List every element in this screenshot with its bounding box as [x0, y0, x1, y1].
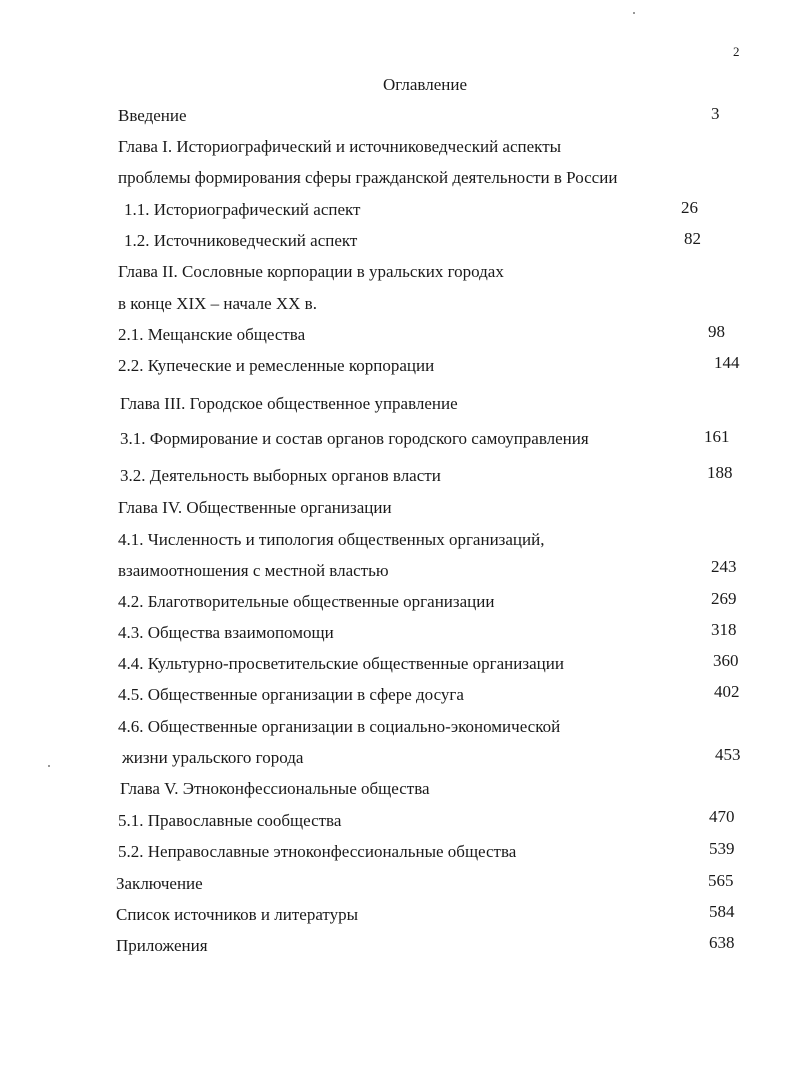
- toc-entry-text: 2.2. Купеческие и ремесленные корпорации: [118, 356, 435, 375]
- toc-entry-page: 243: [711, 557, 737, 576]
- toc-entry-text: 4.5. Общественные организации в сфере досуга: [118, 685, 464, 704]
- scan-speck: [633, 12, 635, 14]
- toc-entry-text: 4.6. Общественные организации в социально-экономической: [118, 717, 561, 736]
- toc-entry-page: 188: [707, 463, 733, 482]
- toc-entry-text: проблемы формирования сферы гражданской деятельности в России: [118, 168, 618, 187]
- toc-entry-page: 3: [711, 104, 720, 123]
- toc-entry-text: Глава IV. Общественные организации: [118, 498, 392, 517]
- toc-entry-text: 5.1. Православные сообщества: [118, 811, 342, 830]
- toc-entry-text: Глава I. Историографический и источниковедческий аспекты: [118, 137, 562, 156]
- toc-entry-text: Список источников и литературы: [116, 905, 359, 924]
- toc-entry-page: 318: [711, 620, 737, 639]
- toc-entry-text: 1.2. Источниковедческий аспект: [124, 231, 358, 250]
- toc-entry-page: 402: [714, 682, 740, 701]
- toc-entry-text: 5.2. Неправославные этноконфессиональные общества: [118, 842, 517, 861]
- page-number: 2: [733, 44, 740, 59]
- toc-entry-page: 470: [709, 807, 735, 826]
- toc-entry-page: 26: [681, 198, 698, 217]
- toc-entry-page: 269: [711, 589, 737, 608]
- scan-speck: [48, 765, 50, 767]
- toc-entry-page: 539: [709, 839, 735, 858]
- toc-entry-text: 3.2. Деятельность выборных органов власти: [120, 466, 441, 485]
- toc-entry-page: 584: [709, 902, 735, 921]
- toc-entry-page: 144: [714, 353, 740, 372]
- toc-entry-page: 82: [684, 229, 701, 248]
- toc-entry-text: 4.4. Культурно-просветительские общественные организации: [118, 654, 564, 673]
- toc-entry-text: 2.1. Мещанские общества: [118, 325, 306, 344]
- toc-entry-page: 360: [713, 651, 739, 670]
- toc-entry-page: 161: [704, 427, 730, 446]
- toc-entry-text: в конце XIX – начале XX в.: [118, 294, 317, 313]
- toc-entry-text: взаимоотношения с местной властью: [118, 561, 389, 580]
- toc-entry-text: Глава III. Городское общественное управление: [120, 394, 458, 413]
- toc-entry-text: 3.1. Формирование и состав органов городского самоуправления: [120, 429, 589, 448]
- toc-entry-text: 4.3. Общества взаимопомощи: [118, 623, 334, 642]
- toc-entry-text: Глава V. Этноконфессиональные общества: [120, 779, 430, 798]
- toc-entry-page: 565: [708, 871, 734, 890]
- toc-entry-page: 98: [708, 322, 725, 341]
- toc-entry-text: Введение: [118, 106, 187, 125]
- toc-entry-text: 4.1. Численность и типология общественных организаций,: [118, 530, 545, 549]
- toc-entry-text: 1.1. Историографический аспект: [124, 200, 361, 219]
- toc-entry-page: 453: [715, 745, 741, 764]
- toc-entry-page: 638: [709, 933, 735, 952]
- toc-entry-text: 4.2. Благотворительные общественные организации: [118, 592, 495, 611]
- toc-entry-text: Глава II. Сословные корпорации в уральских городах: [118, 262, 504, 281]
- toc-heading: Оглавление: [383, 75, 467, 94]
- toc-entry-text: Приложения: [116, 936, 208, 955]
- toc-entry-text: жизни уральского города: [122, 748, 304, 767]
- toc-entry-text: Заключение: [116, 874, 203, 893]
